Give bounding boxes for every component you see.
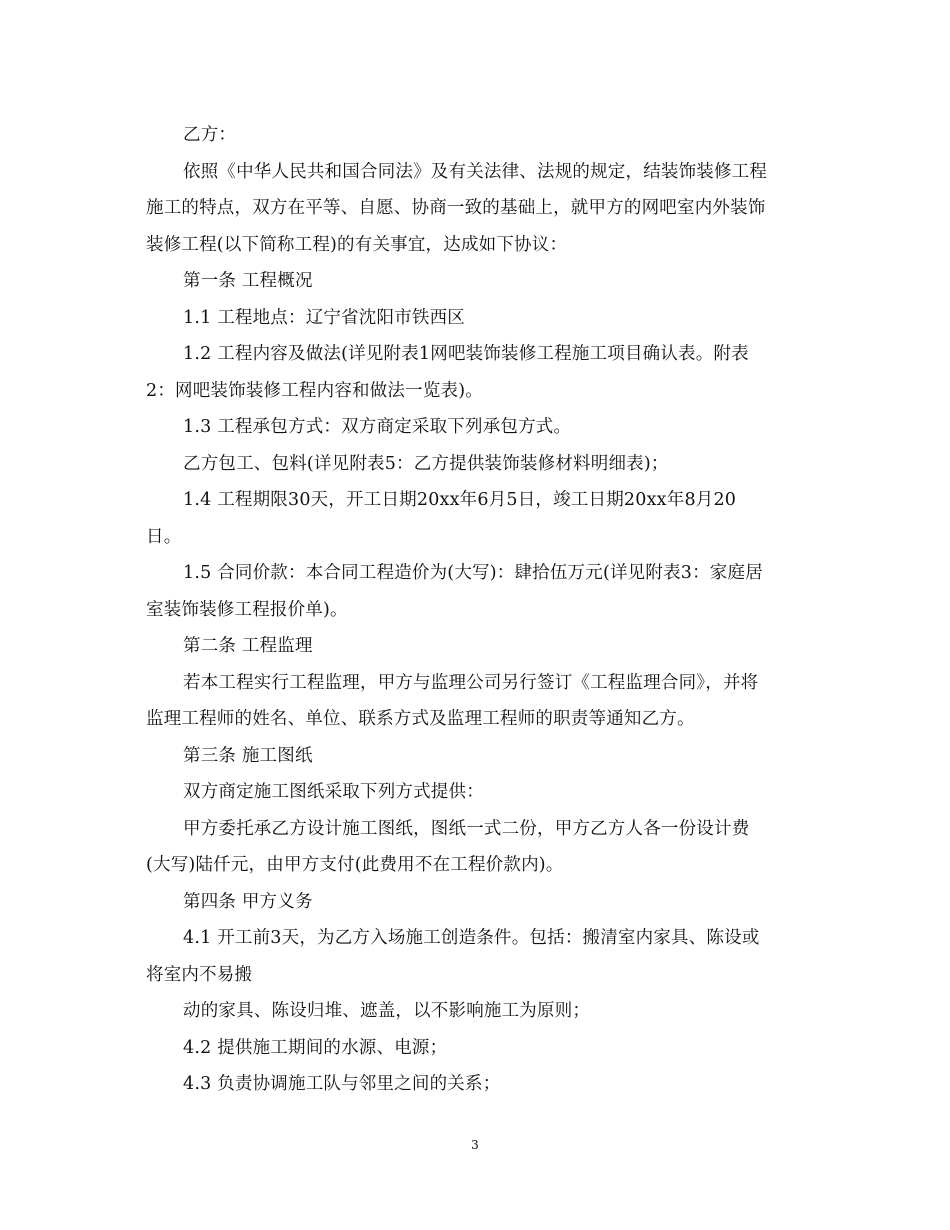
text-line: 监理工程师的姓名、单位、联系方式及监理工程师的职责等通知乙方。	[146, 709, 695, 729]
text-line: 动的家具、陈设归堆、遮盖，以不影响施工为原则；	[183, 1001, 591, 1021]
text-line: 依照《中华人民共和国合同法》及有关法律、法规的规定，结装饰装修工程	[183, 161, 768, 182]
text-line: 1.2 工程内容及做法(详见附表1网吧装饰装修工程施工项目确认表。附表	[183, 344, 749, 364]
text-line: 日。	[146, 526, 182, 547]
text-line: 施工的特点，双方在平等、自愿、协商一致的基础上，就甲方的网吧室内外装饰	[146, 198, 766, 218]
text-line: 2：网吧装饰装修工程内容和做法一览表)。	[146, 380, 483, 401]
text-line: 1.4 工程期限30天，开工日期20xx年6月5日，竣工日期20xx年8月20	[183, 490, 737, 510]
text-line: 双方商定施工图纸采取下列方式提供：	[183, 782, 484, 802]
text-line: 若本工程实行工程监理，甲方与监理公司另行签订《工程监理合同》，并将	[183, 672, 759, 693]
text-line: 4.2 提供施工期间的水源、电源；	[183, 1037, 448, 1058]
text-line: 第一条 工程概况	[183, 271, 313, 291]
text-line: 乙方：	[183, 125, 237, 145]
text-line: 乙方包工、包料(详见附表5：乙方提供装饰装修材料明细表)；	[183, 453, 669, 474]
text-line: 室装饰装修工程报价单)。	[146, 599, 348, 620]
text-line: 1.5 合同价款：本合同工程造价为(大写)：肆拾伍万元(详见附表3：家庭居	[183, 563, 763, 583]
text-line: 第二条 工程监理	[183, 636, 313, 656]
text-line: 4.3 负责协调施工队与邻里之间的关系；	[183, 1074, 501, 1094]
text-line: 装修工程(以下简称工程)的有关事宜，达成如下协议：	[146, 234, 568, 255]
text-line: 第四条 甲方义务	[183, 891, 313, 912]
contract-body-text	[146, 117, 806, 1103]
page-number: 3	[471, 1138, 479, 1152]
text-line: 将室内不易搬	[146, 964, 253, 985]
text-line: 1.3 工程承包方式：双方商定采取下列承包方式。	[183, 417, 572, 437]
text-line: (大写)陆仟元，由甲方支付(此费用不在工程价款内)。	[146, 855, 564, 875]
text-line: 1.1 工程地点：辽宁省沈阳市铁西区	[183, 307, 465, 328]
text-line: 4.1 开工前3天，为乙方入场施工创造条件。包括：搬清室内家具、陈设或	[183, 928, 760, 948]
text-line: 第三条 施工图纸	[183, 745, 313, 766]
text-line: 甲方委托承乙方设计施工图纸，图纸一式二份，甲方乙方人各一份设计费	[183, 818, 750, 839]
